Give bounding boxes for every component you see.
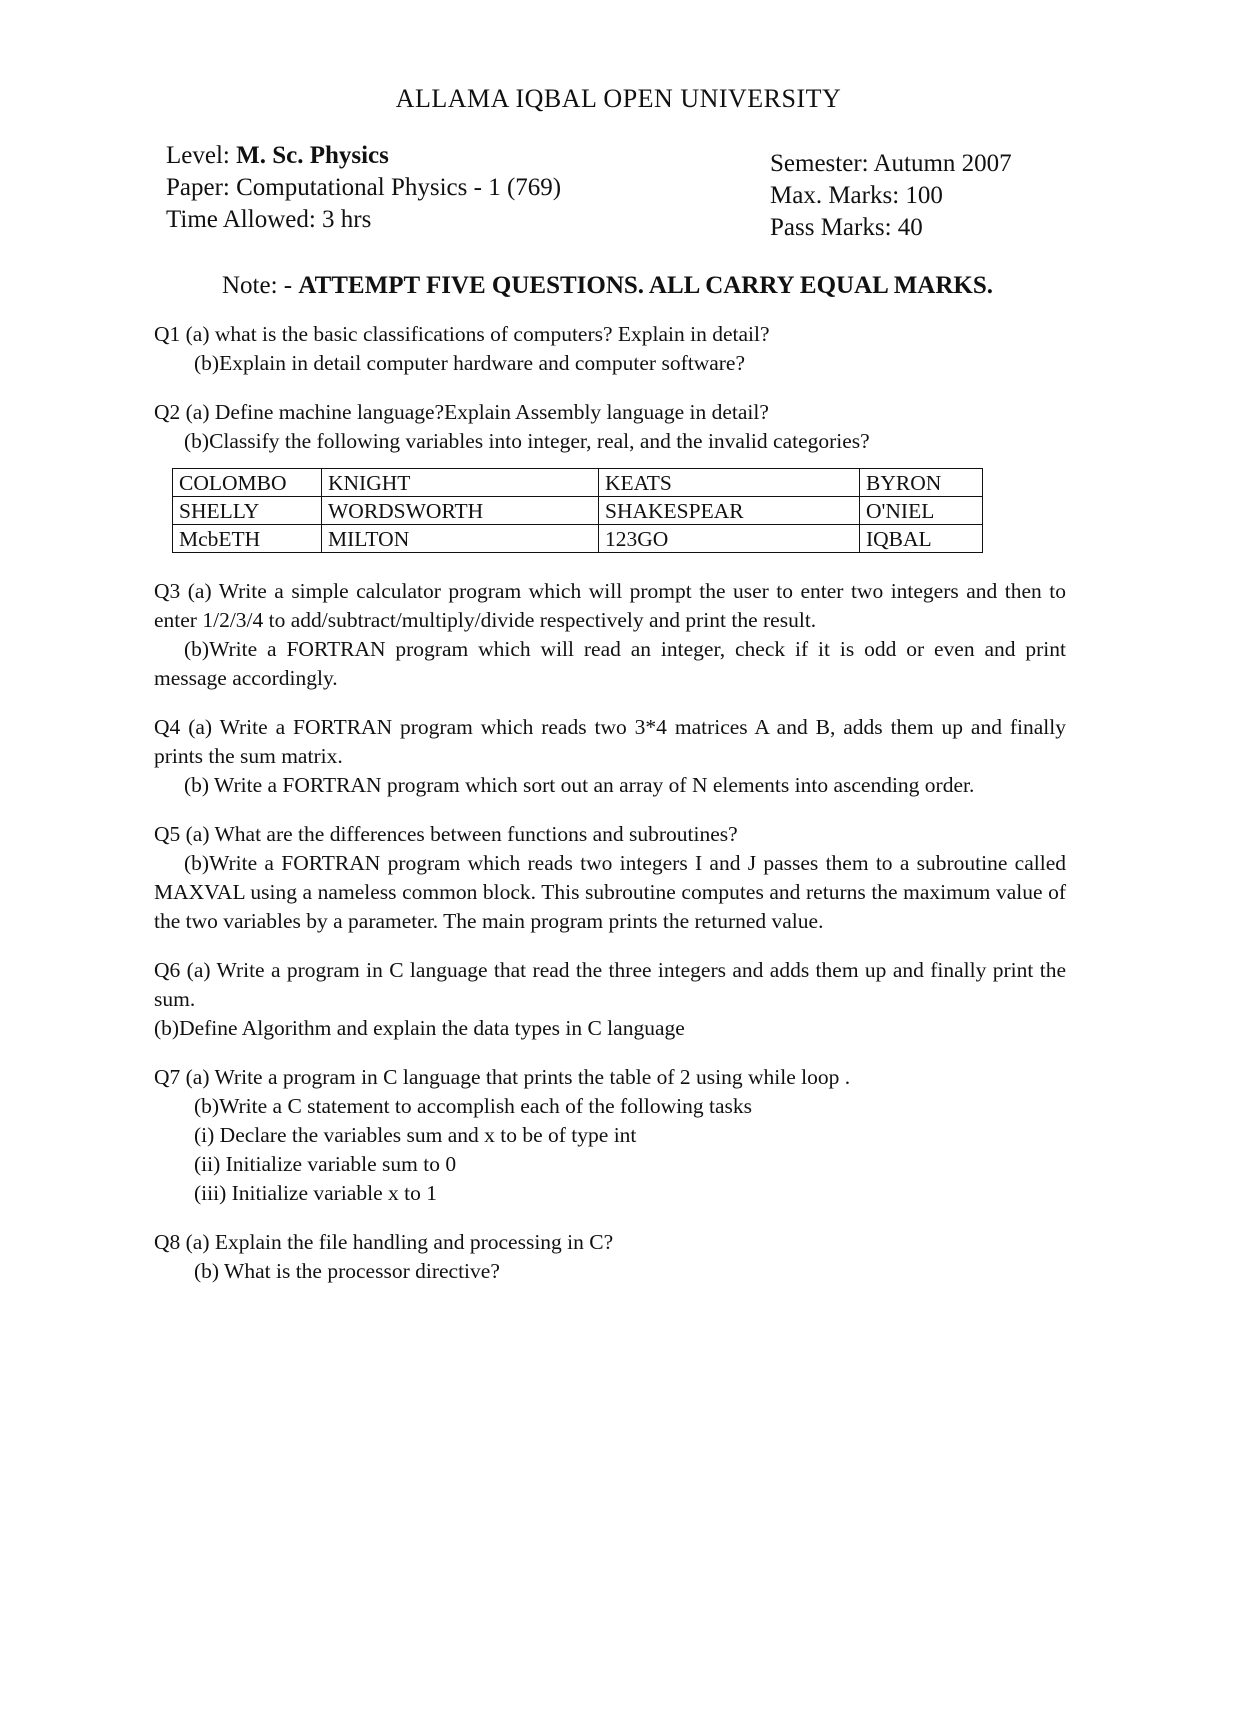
question-3-a: Q3 (a) Write a simple calculator program which will prompt the user to enter two integers and then to enter 1/2/3/4 to add/subtract/multiply/divide respectively and print the result. (154, 579, 1066, 632)
question-7-b: (b)Write a C statement to accomplish each of the following tasks (194, 1094, 752, 1118)
semester: Semester: Autumn 2007 (770, 150, 1012, 177)
question-8-b: (b) What is the processor directive? (194, 1259, 500, 1283)
table-cell: KNIGHT (322, 469, 599, 497)
question-8 (154, 1228, 1066, 1286)
question-2 (154, 398, 1066, 553)
question-7 (154, 1063, 1066, 1208)
exam-meta-left (166, 140, 561, 236)
exam-meta-right (770, 148, 1012, 244)
note-text: ATTEMPT FIVE QUESTIONS. ALL CARRY EQUAL MARKS. (298, 272, 993, 299)
question-2-a: Q2 (a) Define machine language?Explain Assembly language in detail? (154, 400, 769, 424)
question-7-iii: (iii) Initialize variable x to 1 (194, 1181, 437, 1205)
table-row (173, 525, 983, 553)
table-cell: SHELLY (173, 497, 322, 525)
question-4-a: Q4 (a) Write a FORTRAN program which reads two 3*4 matrices A and B, adds them up and finally prints the sum matrix. (154, 715, 1066, 768)
level-label: Level: (166, 142, 230, 169)
time-allowed: Time Allowed: 3 hrs (166, 206, 372, 233)
table-cell: SHAKESPEAR (599, 497, 860, 525)
level-value: M. Sc. Physics (236, 142, 389, 169)
instructions-note (222, 272, 993, 300)
question-4 (154, 713, 1066, 800)
questions-list (154, 320, 1066, 1306)
question-5-a: Q5 (a) What are the differences between functions and subroutines? (154, 822, 738, 846)
table-cell: MILTON (322, 525, 599, 553)
table-cell: McbETH (173, 525, 322, 553)
question-8-a: Q8 (a) Explain the file handling and processing in C? (154, 1230, 614, 1254)
max-marks: Max. Marks: 100 (770, 182, 943, 209)
question-7-a: Q7 (a) Write a program in C language that prints the table of 2 using while loop . (154, 1065, 851, 1089)
question-5-b: (b)Write a FORTRAN program which reads two integers I and J passes them to a subroutine called MAXVAL using a nameless common block. This subroutine computes and returns the maximum value of the two variables by a parameter. The main program prints the returned value. (154, 851, 1066, 933)
table-cell: WORDSWORTH (322, 497, 599, 525)
question-1-a: Q1 (a) what is the basic classifications of computers? Explain in detail? (154, 322, 770, 346)
variables-table (172, 468, 983, 553)
question-6 (154, 956, 1066, 1043)
paper-line: Paper: Computational Physics - 1 (769) (166, 174, 562, 201)
table-row (173, 469, 983, 497)
question-3 (154, 577, 1066, 693)
question-4-b: (b) Write a FORTRAN program which sort out an array of N elements into ascending order. (184, 773, 975, 797)
question-1-b: (b)Explain in detail computer hardware and computer software? (194, 351, 746, 375)
table-cell: BYRON (860, 469, 983, 497)
university-name: ALLAMA IQBAL OPEN UNIVERSITY (395, 84, 842, 113)
table-cell: KEATS (599, 469, 860, 497)
table-cell: COLOMBO (173, 469, 322, 497)
question-7-i: (i) Declare the variables sum and x to be of type int (194, 1123, 637, 1147)
question-6-a: Q6 (a) Write a program in C language that read the three integers and adds them up and finally print the sum. (154, 958, 1066, 1011)
pass-marks: Pass Marks: 40 (770, 214, 923, 241)
question-1 (154, 320, 1066, 378)
table-cell: IQBAL (860, 525, 983, 553)
table-row (173, 497, 983, 525)
question-2-b: (b)Classify the following variables into integer, real, and the invalid categories? (184, 429, 870, 453)
note-label: Note: - (222, 272, 299, 299)
level-line (166, 140, 561, 172)
question-3-b: (b)Write a FORTRAN program which will read an integer, check if it is odd or even and print message accordingly. (154, 637, 1066, 690)
table-cell: 123GO (599, 525, 860, 553)
question-5 (154, 820, 1066, 936)
table-cell: O'NIEL (860, 497, 983, 525)
question-7-ii: (ii) Initialize variable sum to 0 (194, 1152, 457, 1176)
question-6-b: (b)Define Algorithm and explain the data types in C language (154, 1016, 685, 1040)
